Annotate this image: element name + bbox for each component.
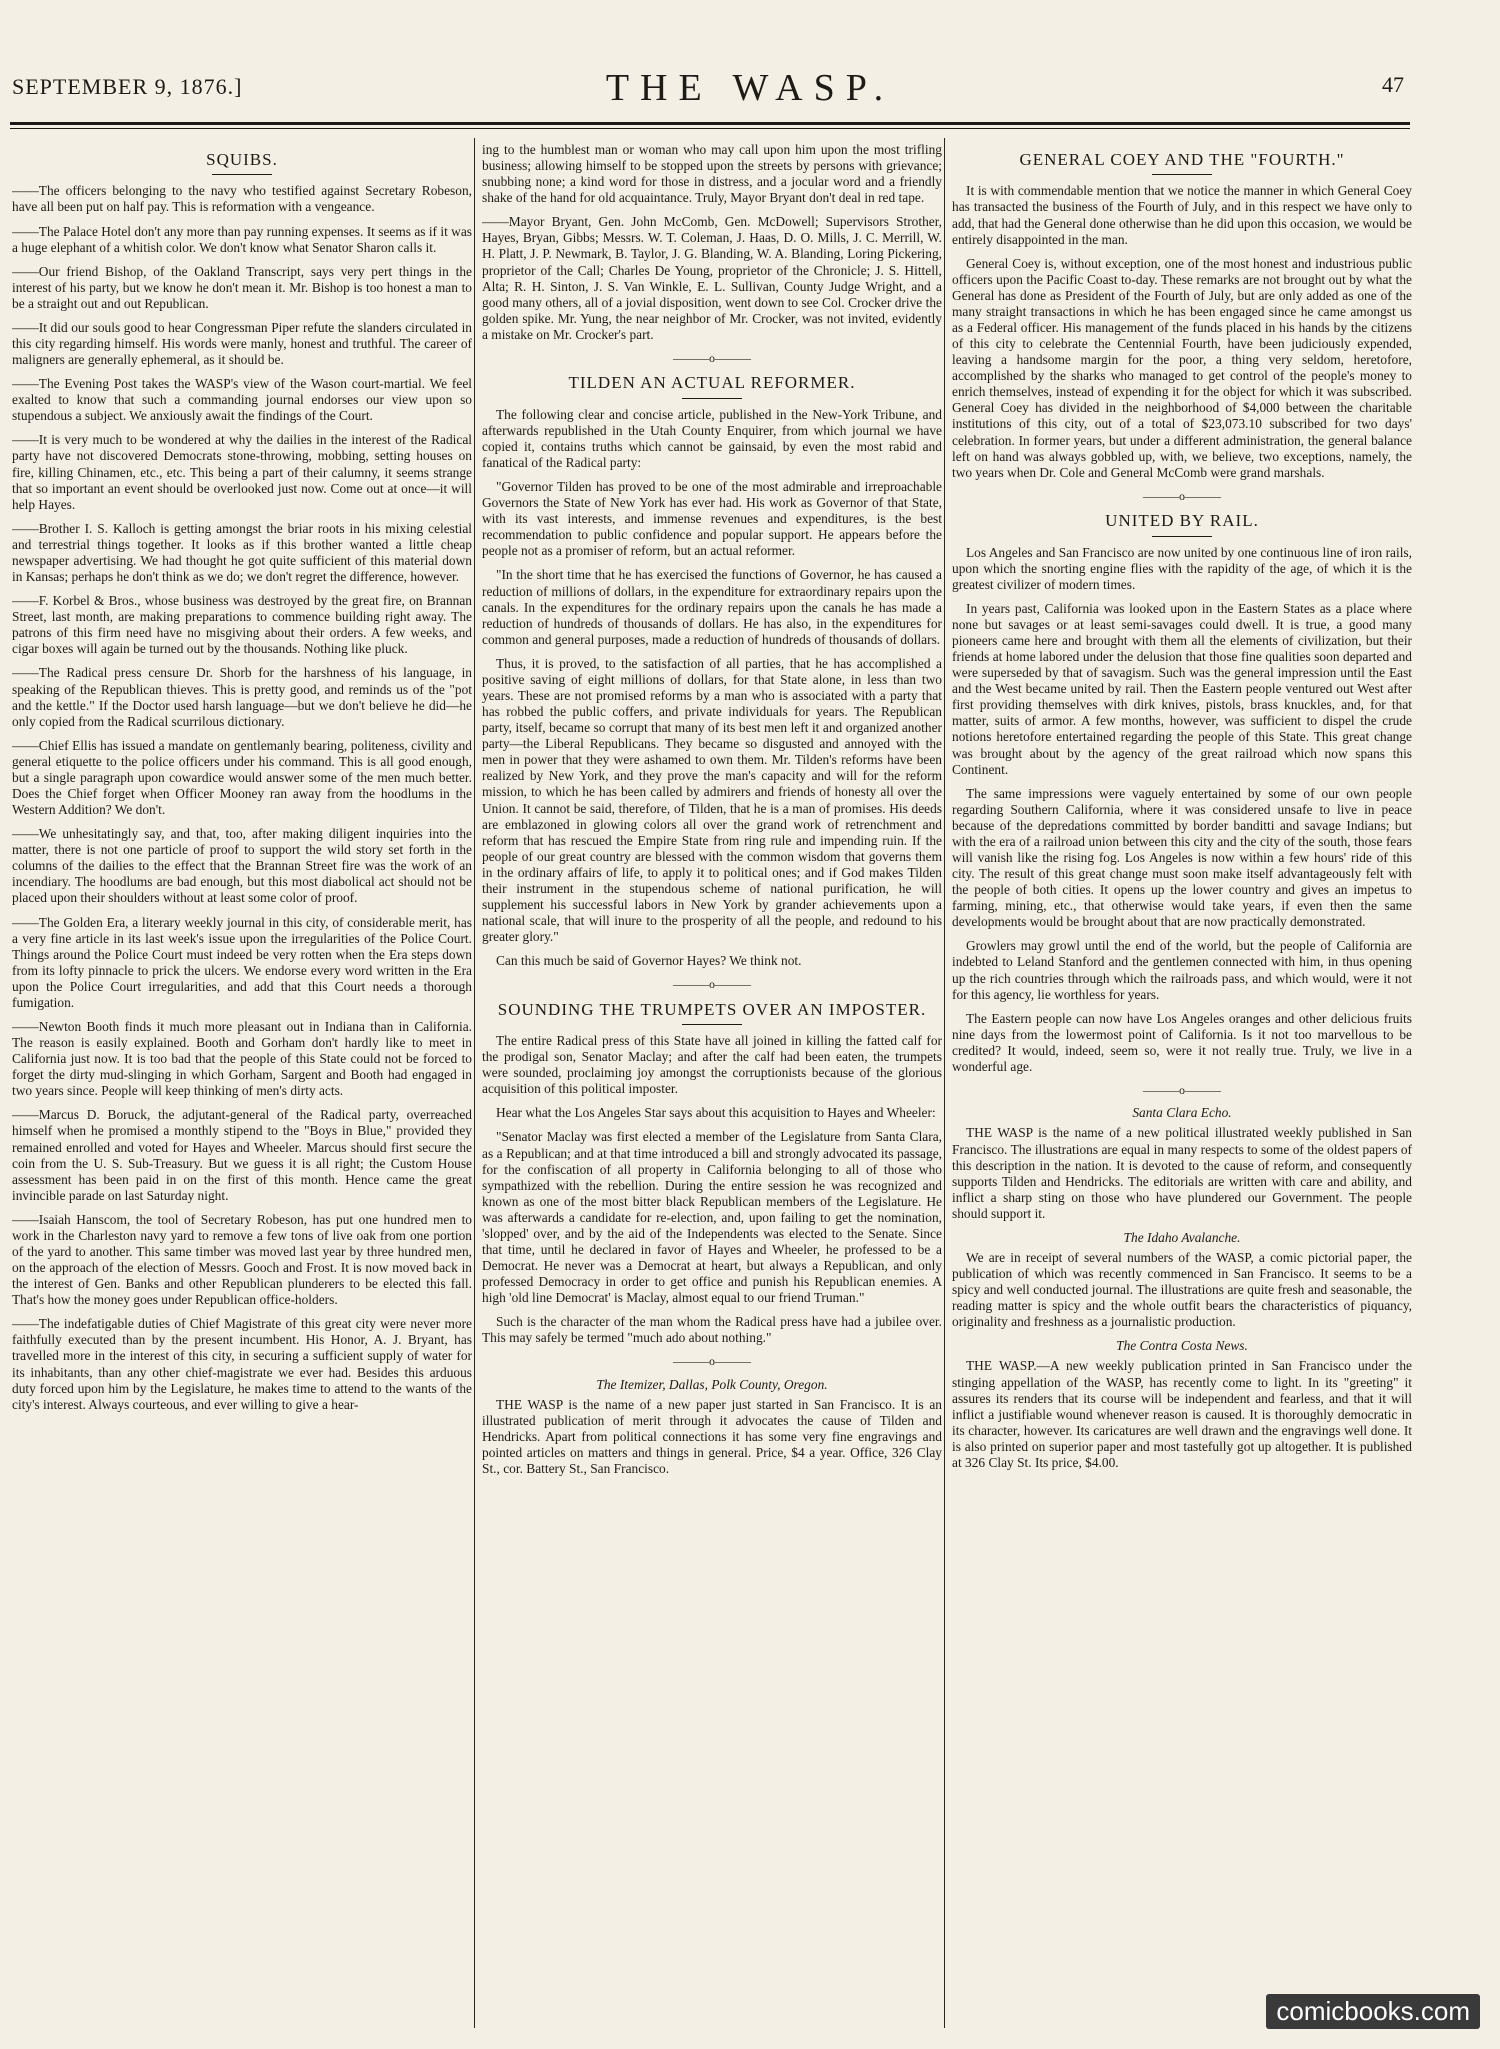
paragraph: ——The Palace Hotel don't any more than pay running expenses. It seems as if it was a huge elephant of a whitish color. We don't know what Senator Sharon calls it. <box>12 223 472 255</box>
column-divider <box>944 138 945 2028</box>
article-heading-tilden: TILDEN AN ACTUAL REFORMER. <box>568 373 856 393</box>
paragraph: Can this much be said of Governor Hayes? We think not. <box>496 953 802 969</box>
paragraph: ——We unhesitatingly say, and that, too, after making diligent inquiries into the matter, there is not one particle of proof to support the wild story set forth in the columns of the dailies to the effect that the Brannan Street fire was the work of an incendiary. The hoodlums are bad enough, but this most diabolical act should not be placed upon their shoulders without at least some color of proof. <box>12 826 472 906</box>
paragraph: "Senator Maclay was first elected a member of the Legislature from Santa Clara, as a Republican; and at that time introduced a bill and strongly advocated its passage, for the confiscation of all property in California belonging to all of those who sympathized with the rebellion. During the entire session he was recognized and known as one of the most bitter black Republican members of the Legislature. He was afterwards a candidate for re-election, and, upon failing to get the nomination, 'slopped' over, and by the aid of the Independents was elected to the Senate. Since that time, until he declared in favor of Hayes and Wheeler, he professed to be a Democrat. He never was a Democrat at heart, but always a Republican, and only professed Democracy in order to get office and punish his Republican enemies. A high 'old line Democrat' is Maclay, almost equal to our friend Truman." <box>482 1129 942 1306</box>
paragraph: THE WASP.—A new weekly publication printed in San Francisco under the stinging appellation of the WASP, has recently come to light. In its "greeting" it assures its renders that its course will be independent and fearless, and that it will inflict a justifiable wound whenever reason is caused. It is thoroughly democratic in its character, however. Its caricatures are well drawn and the engravings well done. It is also printed on superior paper and most tastefully got up altogether. It is published at 326 Clay St. Its price, $4.00. <box>952 1358 1412 1470</box>
paragraph: ——The Radical press censure Dr. Shorb for the harshness of his language, in speaking of the Republican thieves. This is pretty good, and reminds us of the "pot and the kettle." If the Doctor used harsh language—but we don't believe he did—he only copied from the Radical scurrilous dictionary. <box>12 665 472 729</box>
paragraph: Los Angeles and San Francisco are now united by one continuous line of iron rails, upon which the snorting engine flies with the rapidity of the age, of which it is the greatest civilizer of modern times. <box>952 544 1412 592</box>
paragraph: "In the short time that he has exercised the functions of Governor, he has caused a reduction of millions of dollars, in the expenditure for extraordinary repairs upon the canals. In the expenditures for the ordinary repairs upon the canals he has made a reduction of hundreds of thousands of dollars. He has also, in the expenditures for common and general purposes, made a reduction of hundreds of thousands of dollars. <box>482 567 942 647</box>
paragraph: ——The Golden Era, a literary weekly journal in this city, of considerable merit, has a very fine article in its last week's issue upon the irregularities of the Police Court. Things around the Police Court must indeed be very rotten when the Era steps down from its lofty pinnacle to prick the ulcers. We endorse every word written in the Era upon the Police Court irregularities, and add that this Court needs a thorough fumigation. <box>12 914 472 1010</box>
section-heading-squibs: SQUIBS. <box>206 150 278 169</box>
article-heading-trumpets: SOUNDING THE TRUMPETS OVER AN IMPOSTER. <box>497 999 927 1019</box>
source-credit: The Idaho Avalanche. <box>1123 1229 1241 1245</box>
section-separator: ———o——— <box>1143 488 1221 503</box>
paragraph: Thus, it is proved, to the satisfaction of all parties, that he has accomplished a positive saving of eight millions of dollars, for that State alone, in less than two years. These are not promised reforms by a man who is associated with a party that has robbed the public coffers, and private individuals for years. The Republican party, itself, became so corrupt that many of its best men left it and organized another party—the Liberal Republicans. They became so disgusted and annoyed with the men in power that they were ashamed to own them. Mr. Tilden's reforms have been realized by New York, and they prove the man's capacity and will for the reform mission, to which he has been called by admirers and friends of honesty all over the Union. It cannot be said, therefore, of Tilden, that he is a man of promises. His deeds are emblazoned in glowing colors all over the grand work of retrenchment and reform that has rescued the Empire State from ring rule and impending ruin. If the people of our great country are blessed with the common wisdom that governs them in the ordinary affairs of life, to apply it to political ones; and if God makes Tilden their instrument in the stupendous scheme of national purification, he will supplement his successful labors in New York by grander achievements upon a national scale, that will inure to the prosperity of all the people, and redound to his greater glory." <box>482 655 942 945</box>
article-heading-coey: GENERAL COEY AND THE "FOURTH." <box>1019 150 1345 169</box>
paragraph: In years past, California was looked upon in the Eastern States as a place where none but savages or at least semi-savages could dwell. It is true, a good many pioneers came here and brought with them all the elements of civilization, but their friends at home labored under the delusion that those fine qualities soon departed and were superseded by that of savagism. Such was the general impression until the East and the West became united by rail. Then the Eastern people ventured out West after first providing themselves with dirk knives, pistols, brass knuckles, and, for that matter, suits of armor. A few months, however, was sufficient to dispel the crude notions heretofore entertained regarding the people of this State. This great change was brought about by the agency of the great railroad which now spans this Continent. <box>952 600 1412 777</box>
heading-rule <box>212 174 272 175</box>
heading-rule <box>682 398 742 399</box>
paragraph: The same impressions were vaguely entertained by some of our own people regarding Southern California, where it was considered unsafe to live in peace because of the depredations committed by border banditti and savage Indians; but with the era of a railroad union between this city and the city of the south, those fears will vanish like the rising fog. Los Angeles is now within a few hours' ride of this city. The result of this great change must soon make itself advantageously felt with the people of both cities. It opens up the lower country and gives an impetus to farming, mining, etc., that otherwise would take years, if even then the same developments would be brought about that are now practically demonstrated. <box>952 785 1412 930</box>
paragraph: Hear what the Los Angeles Star says about this acquisition to Hayes and Wheeler: <box>496 1105 936 1121</box>
issue-date: SEPTEMBER 9, 1876.] <box>12 74 243 99</box>
header-rule-thick <box>10 122 1410 125</box>
heading-rule <box>1152 174 1212 175</box>
column-1 <box>12 142 472 2022</box>
paragraph: The entire Radical press of this State have all joined in killing the fatted calf for the prodigal son, Senator Maclay; and after the calf had been eaten, the trumpets were sounded, proclaiming joy amongst the corruptionists because of the glorious acquisition of this political imposter. <box>482 1033 942 1097</box>
paragraph: ——Brother I. S. Kalloch is getting amongst the briar roots in his mixing celestial and terrestrial things together. It looks as if this brother wanted a little cheap newspaper advertising. We had thought he got quite sufficient of this material down in Kansas; perhaps he don't think as we do; we don't regret the difference, however. <box>12 520 472 585</box>
paragraph: ——Newton Booth finds it much more pleasant out in Indiana than in California. The reason is easily explained. Booth and Gorham don't hardly like to meet in California just now. It is too bad that the people of this State could not be forced to forget the dirty mud-slinging in which Gorham, Sargent and Booth had engaged in two years since. People will keep thinking of men's dirty acts. <box>12 1018 472 1099</box>
paragraph: ——Marcus D. Boruck, the adjutant-general of the Radical party, overreached himself when he promised a monthly stipend to the "Boys in Blue," provided they remained enrolled and voted for Hayes and Wheeler. Marcus should first secure the coin from the U. S. Sub-Treasury. But we guess it is all right; the Custom House assessment has been paid in on the first of this month. Hence came the great invincible parade on last Saturday night. <box>12 1107 472 1203</box>
page-number: 47 <box>1382 72 1404 97</box>
source-credit: Santa Clara Echo. <box>1132 1105 1232 1121</box>
heading-rule <box>1152 536 1212 537</box>
article-heading-rail: UNITED BY RAIL. <box>1105 511 1259 531</box>
section-separator: ———o——— <box>673 1354 751 1369</box>
paragraph: ——Our friend Bishop, of the Oakland Transcript, says very pert things in the interest of his party, but we know he don't mean it. Mr. Bishop is too honest a man to be a straight out and out Republican. <box>12 263 472 311</box>
paragraph: ing to the humblest man or woman who may call upon him upon the most trifling business; allowing himself to be stopped upon the streets by persons with grievance; snubbing none; a kind word for those in distress, and a jocular word and a friendly shake of the hand for old acquaintance. Truly, Mayor Bryant don't deal in red tape. <box>482 142 942 206</box>
source-credit: The Contra Costa News. <box>1116 1338 1248 1354</box>
paragraph: ——The indefatigable duties of Chief Magistrate of this great city were never more faithfully executed than by the present incumbent. His Honor, A. J. Bryant, has travelled more in the interest of this city, in securing a sufficient supply of water for its inhabitants, than any other chief-magistrate we ever had. Besides this arduous duty forced upon him by the Legislature, he makes time to attend to the wants of the city's interest. Always courteous, and ever willing to give a hear- <box>12 1316 472 1412</box>
paragraph: ——Chief Ellis has issued a mandate on gentlemanly bearing, politeness, civility and general etiquette to the police officers under his command. This is all good enough, but a single paragraph upon cowardice would answer some of the men much better. Does the Chief forget when Officer Mooney ran away from the hoodlums in the Western Addition? We don't. <box>12 737 472 818</box>
paragraph: ——The officers belonging to the navy who testified against Secretary Robeson, have all been put on half pay. This is reformation with a vengeance. <box>12 183 472 215</box>
paragraph: The following clear and concise article, published in the New-York Tribune, and afterwards republished in the Utah County Enquirer, from which journal we have copied it, contains truths which cannot be gainsaid, by even the most rabid and fanatical of the Radical party: <box>482 406 942 470</box>
header-rule-thin <box>10 128 1410 129</box>
section-separator: ———o——— <box>673 350 751 365</box>
paragraph: The Eastern people can now have Los Angeles oranges and other delicious fruits nine days from the lowermost point of California. Is it not too marvellous to be credited? It would, indeed, seem so, were it not really true. Truly, we live in a wonderful age. <box>952 1010 1412 1074</box>
paragraph: General Coey is, without exception, one of the most honest and industrious public officers upon the Pacific Coast to-day. These remarks are not brought out by what the General has done as President of the Fourth of July, but are only added as one of the many straight transactions in which he has been engaged since he came amongst us as a Federal officer. His management of the funds placed in his hands by the citizens of this city to celebrate the Centennial Fourth, have been judiciously expended, leaving a handsome margin for the poor, a thing very seldom, heretofore, accomplished by the sharks who managed to get control of the people's money to enrich themselves, instead of expending it for the object for which it was subscribed. General Coey has divided in the neighborhood of $4,000 between the charitable institutions of this city, out of a total of $23,073.10 subscribed for two days' celebration. In former years, but under a different administration, the general balance left on hand was always gobbled up, with, we believe, two exceptions, namely, the two years when Dr. Cole and General McComb were grand marshals. <box>952 255 1412 480</box>
paragraph: Such is the character of the man whom the Radical press have had a jubilee over. This may safely be termed "much ado about nothing." <box>482 1314 942 1346</box>
section-separator: ———o——— <box>1143 1083 1221 1097</box>
column-2 <box>482 142 942 2022</box>
source-credit: The Itemizer, Dallas, Polk County, Oregon. <box>596 1376 828 1392</box>
column-divider <box>474 138 475 2028</box>
paragraph: THE WASP is the name of a new paper just started in San Francisco. It is an illustrated publication of merit through it advocates the cause of Tilden and Hendricks. Apart from political connections it has some very fine engravings and pointed articles on matters and things in general. Price, $4 a year. Office, 326 Clay St., cor. Battery St., San Francisco. <box>482 1396 942 1477</box>
paragraph: ——The Evening Post takes the WASP's view of the Wason court-martial. We feel exalted to know that such a commanding journal endorses our view upon so stupendous a subject. We anxiously await the findings of the Court. <box>12 376 472 424</box>
paragraph: ——F. Korbel & Bros., whose business was destroyed by the great fire, on Brannan Street, last month, are making preparations to commence building right away. The patrons of this firm need have no misgiving about their orders. A few weeks, and cigar boxes will again be turned out by the thousands. Nothing like pluck. <box>12 593 472 657</box>
paragraph-list <box>12 183 472 1412</box>
section-separator: ———o——— <box>673 977 751 992</box>
watermark: comicbooks.com <box>1266 1994 1480 2029</box>
paragraph: We are in receipt of several numbers of the WASP, a comic pictorial paper, the publication of which was recently commenced in San Francisco. It seems to be a spicy and well conducted journal. The illustrations are quite fresh and seasonable, the reading matter is spicy and the whole outfit bears the characteristics of piquancy, originality and freshness as a journalistic production. <box>952 1250 1412 1330</box>
paragraph: "Governor Tilden has proved to be one of the most admirable and irreproachable Governors the State of New York has ever had. His work as Governor of that State, with its vast interests, and immense revenues and expenditures, is the best recommendation to public confidence and popular support. He appears before the people not as a promiser of reform, but an actual reformer. <box>482 479 942 559</box>
paragraph: THE WASP is the name of a new political illustrated weekly published in San Francisco. The illustrations are equal in many respects to some of the oldest papers of this description in the nation. It is devoted to the cause of reform, and consequently supports Tilden and Hendricks. The editorials are written with care and ability, and inflict a sharp sting on those who have plundered our Government. The people should support it. <box>952 1125 1412 1221</box>
paragraph: Growlers may growl until the end of the world, but the people of California are indebted to Leland Stanford and the gentlemen connected with him, in thus opening up the rich countries through which the railroads pass, and which would, were it not for this agency, lie worthless for years. <box>952 938 1412 1002</box>
paragraph: It is with commendable mention that we notice the manner in which General Coey has transacted the business of the Fourth of July, and in this respect we have only to add, that had the General done otherwise than he did upon this occasion, we would be entirely disappointed in the man. <box>952 183 1412 247</box>
masthead-title: THE WASP. <box>605 67 895 109</box>
paragraph: ——Isaiah Hanscom, the tool of Secretary Robeson, has put one hundred men to work in the Charleston navy yard to remove a few tons of live oak from one portion of the yard to another. This same timber was moved last year by three hundred men, on the approach of the election of Messrs. Gooch and Frost. It is now moved back in the interest of Gen. Banks and other Republican plunderers to be elected this fall. That's how the money goes under Republican office-holders. <box>12 1211 472 1308</box>
paragraph: ——Mayor Bryant, Gen. John McComb, Gen. McDowell; Supervisors Strother, Hayes, Bryan, Gibbs; Messrs. W. T. Coleman, J. Haas, D. O. Mills, J. C. Merrill, W. H. Platt, J. P. Newmark, B. Taylor, J. G. Blanding, W. A. Blanding, Loring Pickering, proprietor of the Call; Charles De Young, proprietor of the Chronicle; J. S. Hittell, Alta; R. H. Sinton, J. S. Van Winkle, E. L. Sullivan, County Judge Wright, and a good many others, all of a jovial disposition, went down to see Col. Crocker drive the golden spike. Mr. Yung, the near neighbor of Mr. Crocker, was not invited, evidently a mistake on Mr. Crocker's part. <box>482 214 942 342</box>
heading-rule <box>682 1024 742 1025</box>
column-3 <box>952 142 1412 2022</box>
paragraph: ——It did our souls good to hear Congressman Piper refute the slanders circulated in this city regarding himself. His words were manly, honest and truthful. The career of maligners are generally ephemeral, as it should be. <box>12 319 472 368</box>
paragraph: ——It is very much to be wondered at why the dailies in the interest of the Radical party have not discovered Democrats stone-throwing, mobbing, setting houses on fire, killing Chinamen, etc., etc. This being a part of their calumny, it seems strange that so important an event should be overlooked just now. Come out at once—it will help Hayes. <box>12 432 472 512</box>
